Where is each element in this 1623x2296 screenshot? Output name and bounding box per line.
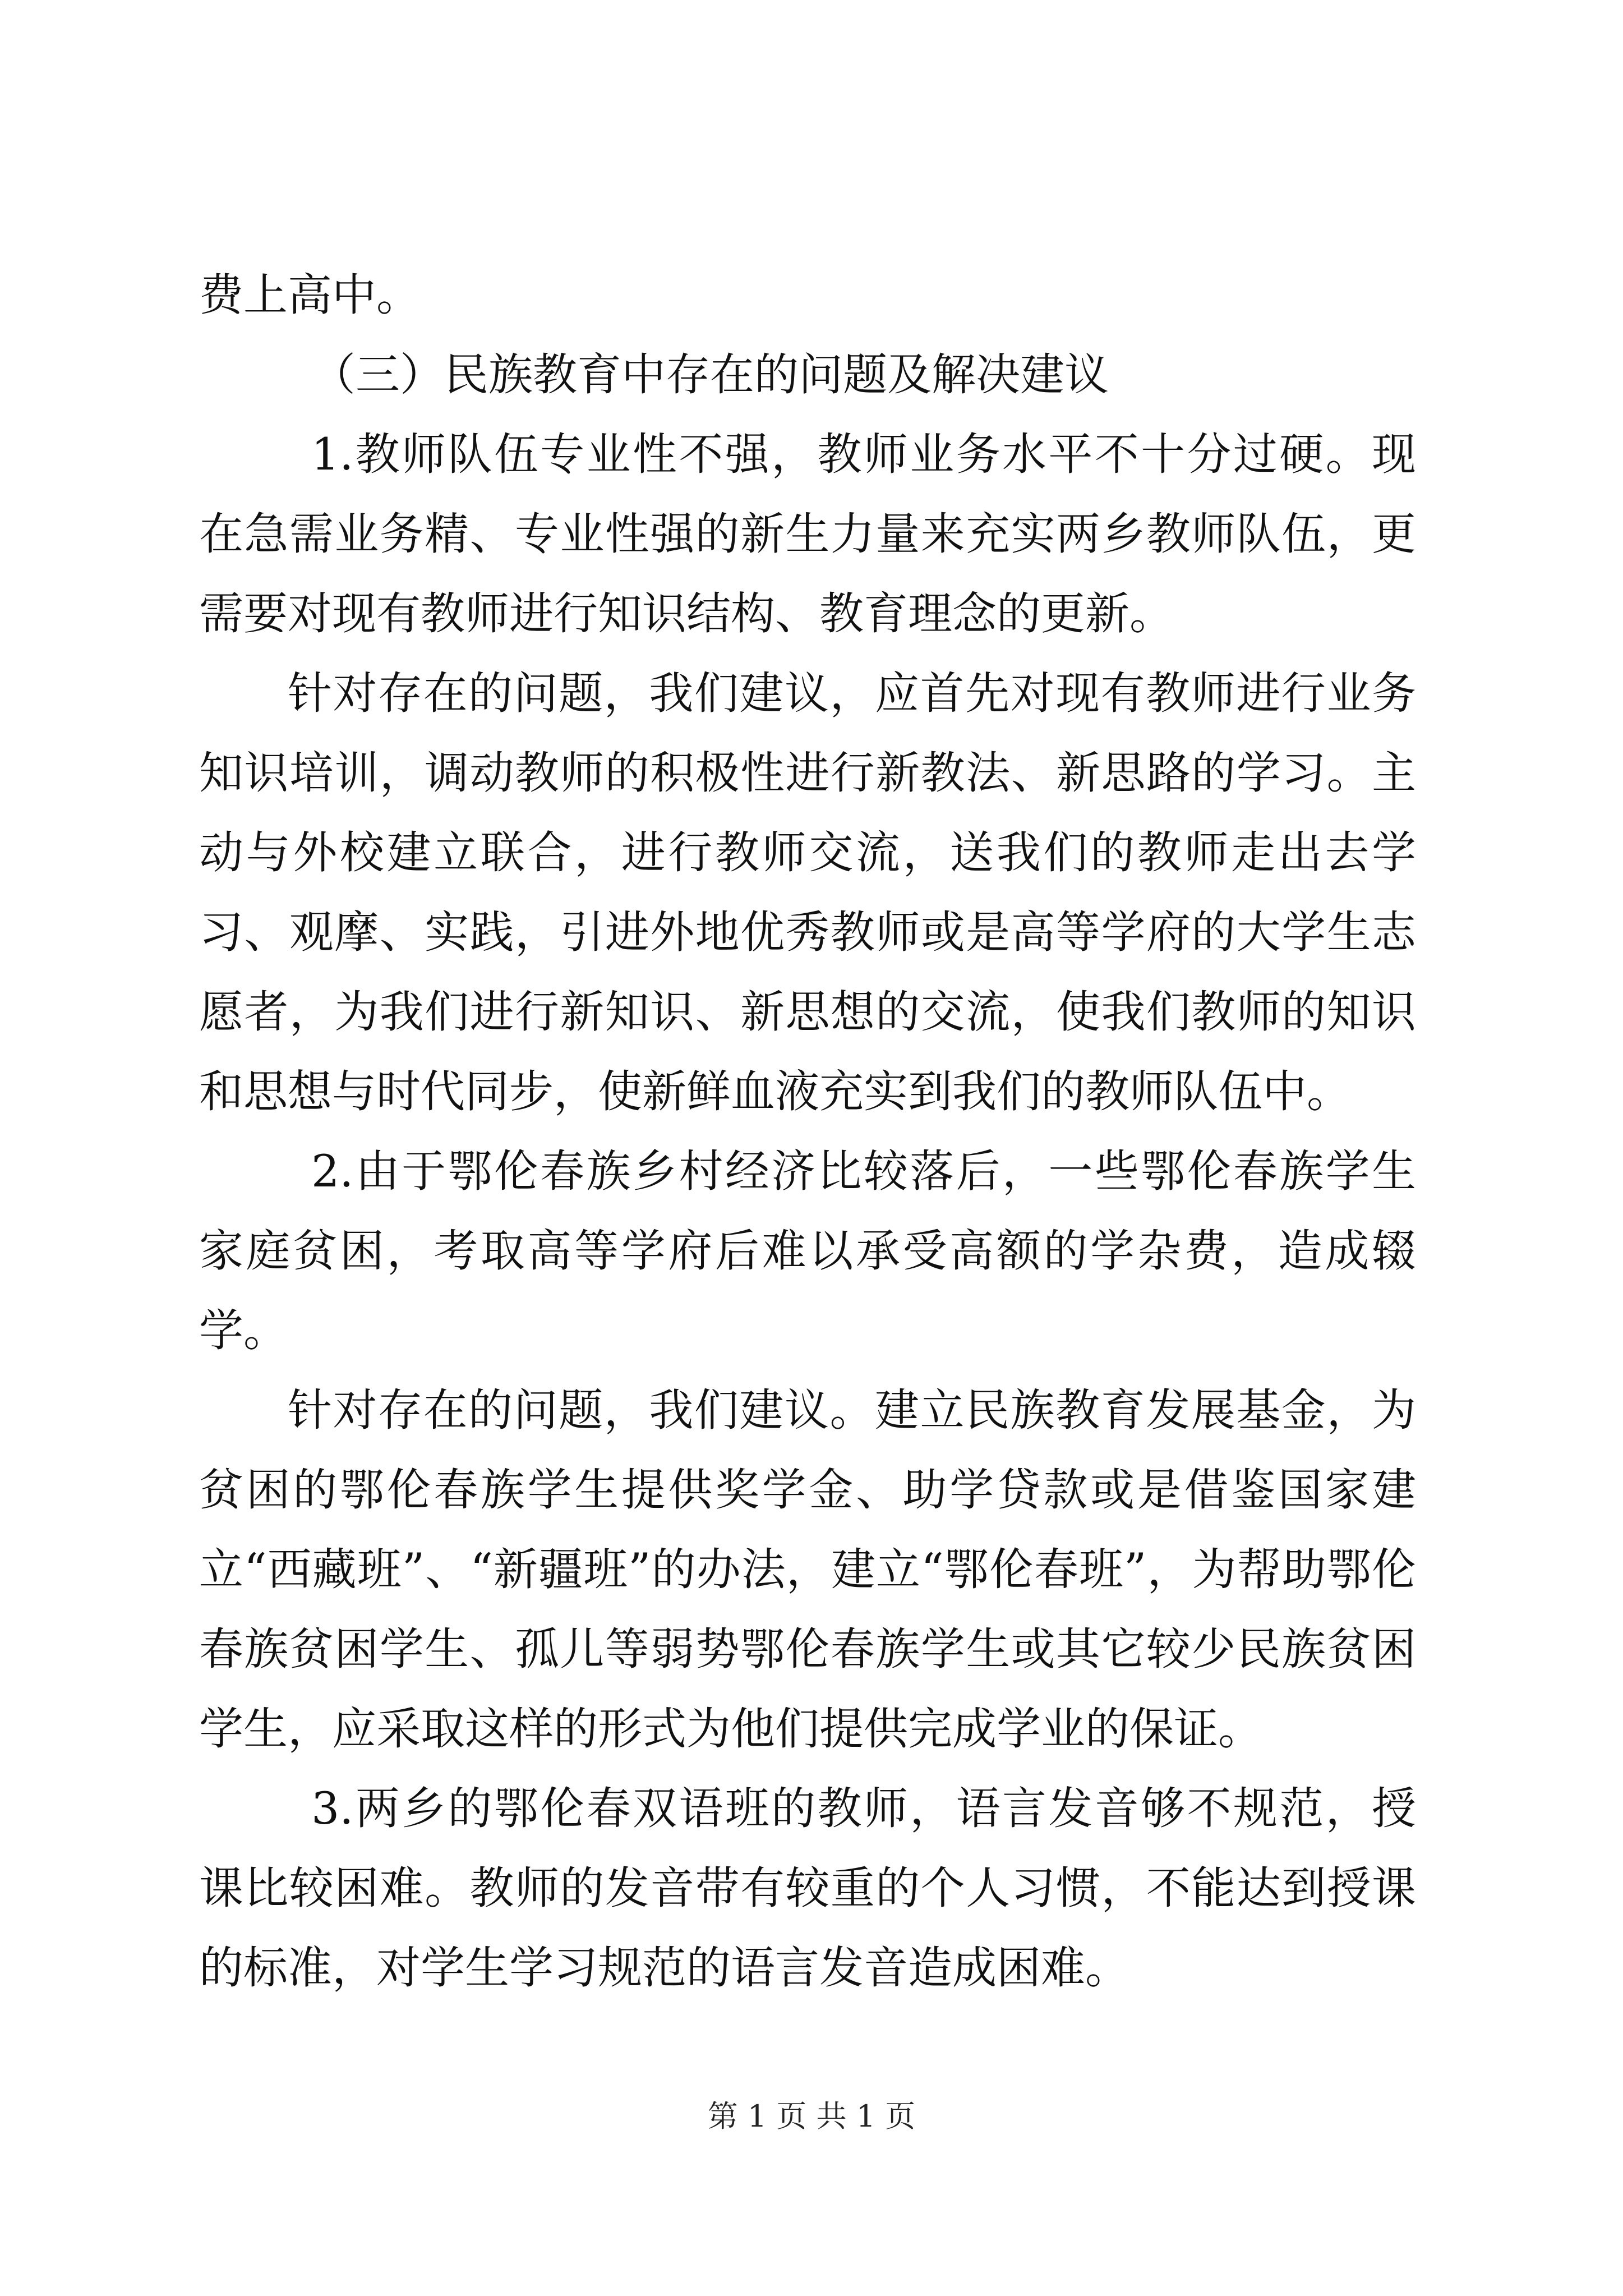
paragraph-suggestion-1: 针对存在的问题，我们建议，应首先对现有教师进行业务知识培训，调动教师的积极性进行新教法、新思路的学习。主动与外校建立联合，进行教师交流，送我们的教师走出去学习、观摩、实践，引进外地优秀教师或是高等学府的大学生志愿者，为我们进行新知识、新思想的交流，使我们教师的知识和思想与时代同步，使新鲜血液充实到我们的教师队伍中。: [199, 668, 1416, 1117]
paragraph-issue-3: 3.两乡的鄂伦春双语班的教师，语言发音够不规范，授课比较困难。教师的发音带有较重的个人习惯，不能达到授课的标准，对学生学习规范的语言发音造成困难。: [199, 1783, 1416, 1994]
document-body: [199, 255, 1416, 2008]
paragraph-suggestion-2: 针对存在的问题，我们建议。建立民族教育发展基金，为贫困的鄂伦春族学生提供奖学金、助学贷款或是借鉴国家建立“西藏班”、“新疆班”的办法，建立“鄂伦春班”，为帮助鄂伦春族贫困学生、孤儿等弱势鄂伦春族学生或其它较少民族贫困学生，应采取这样的形式为他们提供完成学业的保证。: [199, 1384, 1416, 1755]
paragraph-issue-1: 1.教师队伍专业性不强，教师业务水平不十分过硬。现在急需业务精、专业性强的新生力量来充实两乡教师队伍，更需要对现有教师进行知识结构、教育理念的更新。: [199, 429, 1416, 639]
section-heading: （三）民族教育中存在的问题及解决建议: [311, 349, 1109, 401]
paragraph-continuation: 费上高中。: [199, 269, 421, 321]
page-footer: 第 1 页 共 1 页: [707, 2099, 916, 2134]
paragraph-issue-2: 2.由于鄂伦春族乡村经济比较落后，一些鄂伦春族学生家庭贫困，考取高等学府后难以承受高额的学杂费，造成辍学。: [199, 1145, 1416, 1356]
